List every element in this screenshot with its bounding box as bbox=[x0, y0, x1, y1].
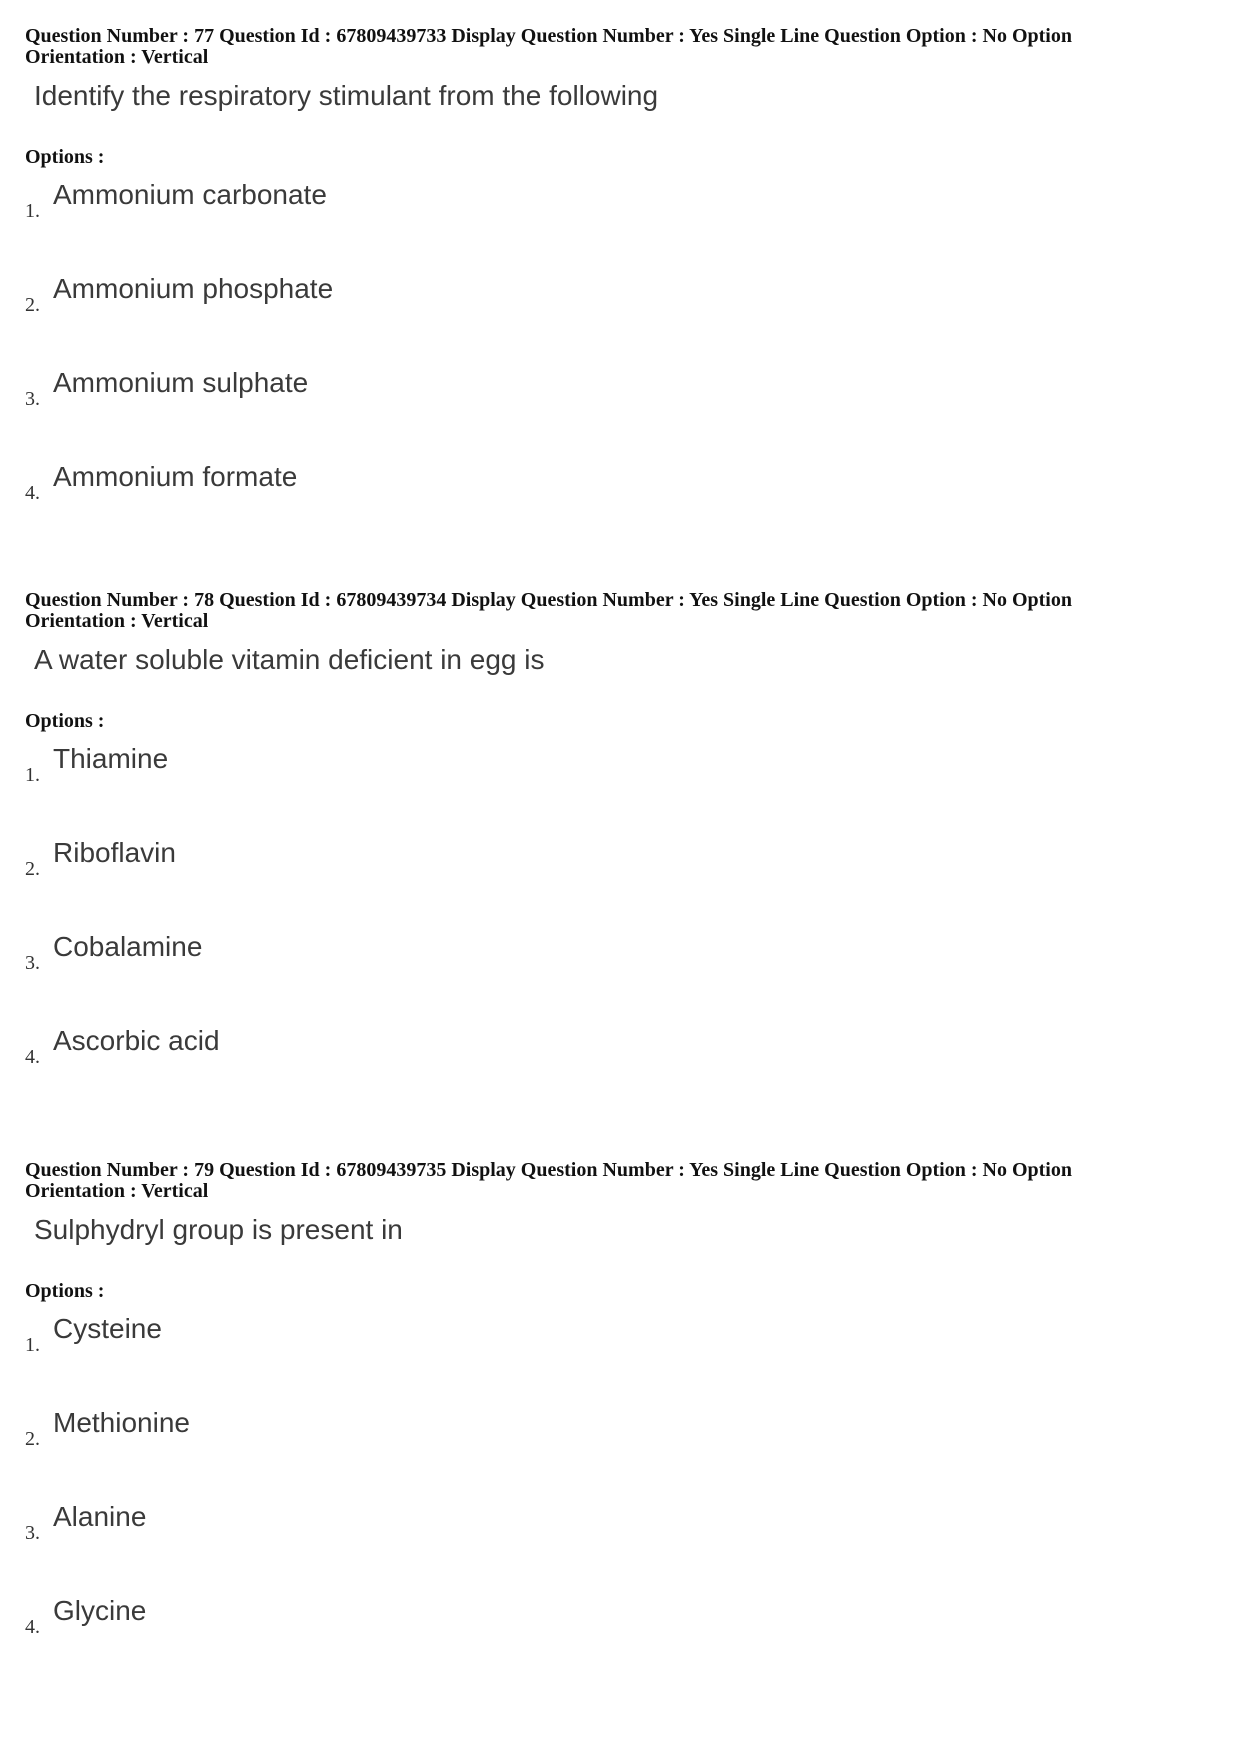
option-item bbox=[25, 1306, 1215, 1400]
option-text: Methionine bbox=[53, 1407, 190, 1438]
option-number: 3. bbox=[25, 952, 40, 974]
option-text: Ammonium phosphate bbox=[53, 273, 334, 304]
question-meta: Question Number : 79 Question Id : 67809439735 Display Question Number : Yes Single Line Question Option : No Option Orientation : Vertical bbox=[25, 1159, 1072, 1202]
options-label: Options : bbox=[25, 710, 105, 732]
option-number: 1. bbox=[25, 200, 40, 222]
option-item bbox=[25, 454, 1215, 548]
option-text: Ammonium formate bbox=[53, 461, 298, 492]
option-item bbox=[25, 830, 1215, 924]
option-number: 3. bbox=[25, 388, 40, 410]
option-text: Thiamine bbox=[53, 743, 169, 774]
question-text: Identify the respiratory stimulant from the following bbox=[34, 80, 659, 111]
option-item bbox=[25, 172, 1215, 266]
options-list bbox=[25, 736, 1215, 1112]
option-text: Ascorbic acid bbox=[53, 1025, 220, 1056]
options-list bbox=[25, 172, 1215, 548]
option-item bbox=[25, 1018, 1215, 1112]
option-number: 2. bbox=[25, 858, 40, 880]
option-number: 2. bbox=[25, 1428, 40, 1450]
option-item bbox=[25, 924, 1215, 1018]
option-number: 4. bbox=[25, 482, 40, 504]
option-text: Cysteine bbox=[53, 1313, 162, 1344]
option-item bbox=[25, 360, 1215, 454]
question-block bbox=[25, 1160, 1215, 1682]
question-text: A water soluble vitamin deficient in egg is bbox=[34, 644, 545, 675]
option-item bbox=[25, 1400, 1215, 1494]
option-number: 3. bbox=[25, 1522, 40, 1544]
option-text: Ammonium carbonate bbox=[53, 179, 327, 210]
option-text: Glycine bbox=[53, 1595, 147, 1626]
option-item bbox=[25, 1588, 1215, 1682]
option-text: Riboflavin bbox=[53, 837, 176, 868]
question-block bbox=[25, 590, 1215, 1112]
question-block bbox=[25, 26, 1215, 548]
option-text: Cobalamine bbox=[53, 931, 203, 962]
option-number: 1. bbox=[25, 1334, 40, 1356]
option-text: Ammonium sulphate bbox=[53, 367, 309, 398]
question-meta: Question Number : 77 Question Id : 67809439733 Display Question Number : Yes Single Line Question Option : No Option Orientation : Vertical bbox=[25, 25, 1072, 68]
option-text: Alanine bbox=[53, 1501, 147, 1532]
options-label: Options : bbox=[25, 146, 105, 168]
options-list bbox=[25, 1306, 1215, 1682]
question-meta: Question Number : 78 Question Id : 67809439734 Display Question Number : Yes Single Line Question Option : No Option Orientation : Vertical bbox=[25, 589, 1072, 632]
question-text: Sulphydryl group is present in bbox=[34, 1214, 403, 1245]
option-item bbox=[25, 1494, 1215, 1588]
option-number: 4. bbox=[25, 1046, 40, 1068]
option-item bbox=[25, 736, 1215, 830]
option-number: 1. bbox=[25, 764, 40, 786]
option-number: 4. bbox=[25, 1616, 40, 1638]
option-number: 2. bbox=[25, 294, 40, 316]
option-item bbox=[25, 266, 1215, 360]
options-label: Options : bbox=[25, 1280, 105, 1302]
